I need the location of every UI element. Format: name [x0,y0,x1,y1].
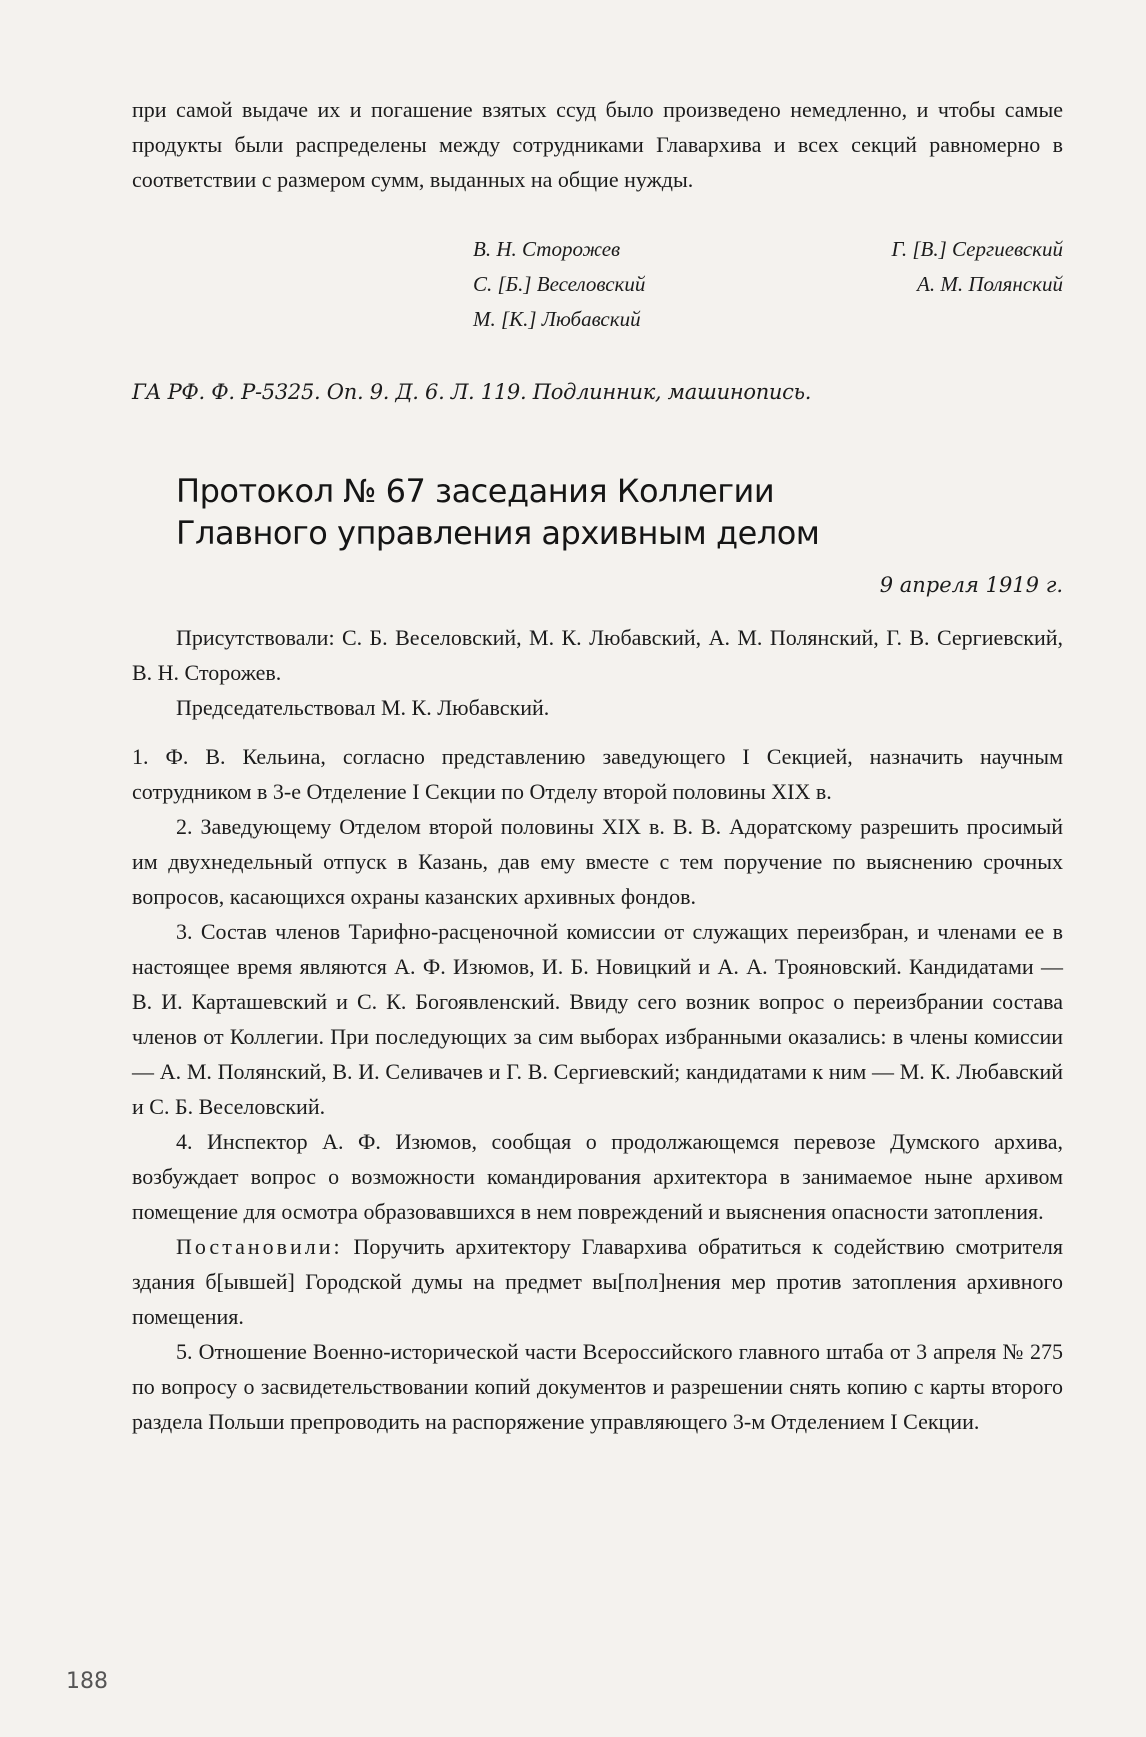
signatures-block [473,232,1063,337]
resolution-paragraph [132,1229,1063,1334]
signature: С. [Б.] Веселовский [473,272,646,296]
protocol-body [132,620,1063,1439]
resolution-label: Постановили: [176,1234,343,1259]
signature: В. Н. Сторожев [473,237,621,261]
agenda-item-4: 4. Инспектор А. Ф. Изюмов, сообщая о продолжающемся перевозе Думского архива, возбуждает вопрос о возможности командирования архитектора в занимаемое ныне архивом помещение для осмотра образовавшихся в нем повреждений и выяснения опасности затопления. [132,1129,1063,1224]
protocol-date: 9 апреля 1919 г. [879,573,1063,597]
top-paragraph: при самой выдаче их и погашение взятых ссуд было произведено немедленно, и чтобы самые продукты были распределены между сотрудниками Главархива и всех секций равномерно в соответствии с размером сумм, выданных на общие нужды. [132,97,1063,192]
heading-line-1: Протокол № 67 заседания Коллегии [176,472,775,510]
signature: А. М. Полянский [917,272,1063,296]
agenda-item-3: 3. Состав членов Тарифно-расценочной комиссии от служащих переизбран, и членами ее в настоящее время являются А. Ф. Изюмов, И. Б. Новицкий и А. А. Трояновский. Кандидатами — В. И. Карташевский и С. К. Богоявленский. Ввиду сего возник вопрос о переизбрании состава членов от Коллегии. При последующих за сим выборах избранными оказались: в члены комиссии — А. М. Полянский, В. И. Селивачев и Г. В. Сергиевский; кандидатами к ним — М. К. Любавский и С. Б. Веселовский. [132,919,1063,1119]
signature: М. [К.] Любавский [473,307,641,331]
signature: Г. [В.] Сергиевский [891,237,1063,261]
attendance-present: Присутствовали: С. Б. Веселовский, М. К. Любавский, А. М. Полянский, Г. В. Сергиевский, В. Н. Сторожев. [132,625,1063,685]
attendance-chair: Председательствовал М. К. Любавский. [176,695,550,720]
archival-source-citation: ГА РФ. Ф. Р-5325. Оп. 9. Д. 6. Л. 119. Подлинник, машинопись. [132,380,812,404]
protocol-heading [176,470,1036,554]
signature-row [473,267,1063,302]
resolution-text: Поручить архитектору Главархива обратиться к содействию смотрителя здания б[ывшей] Городской думы на предмет вы[пол]нения мер против затопления архивного помещения. [132,1234,1063,1329]
signature-row [473,232,1063,267]
page-number: 188 [66,1669,108,1694]
agenda-item-5: 5. Отношение Военно-исторической части Всероссийского главного штаба от 3 апреля № 275 по вопросу о засвидетельствовании копий документов и разрешении снять копию с карты второго раздела Польши препроводить на распоряжение управляющего 3-м Отделением I Секции. [132,1339,1063,1434]
signature-row [473,302,1063,337]
agenda-item-2: 2. Заведующему Отделом второй половины XIX в. В. В. Адоратскому разрешить просимый им двухнедельный отпуск в Казань, дав ему вместе с тем поручение по выяснению срочных вопросов, касающихся охраны казанских архивных фондов. [132,814,1063,909]
heading-line-2: Главного управления архивным делом [176,514,820,552]
agenda-item-1: 1. Ф. В. Кельина, согласно представлению заведующего I Секцией, назначить научным сотрудником в 3-е Отделение I Секции по Отделу второй половины XIX в. [132,744,1063,804]
